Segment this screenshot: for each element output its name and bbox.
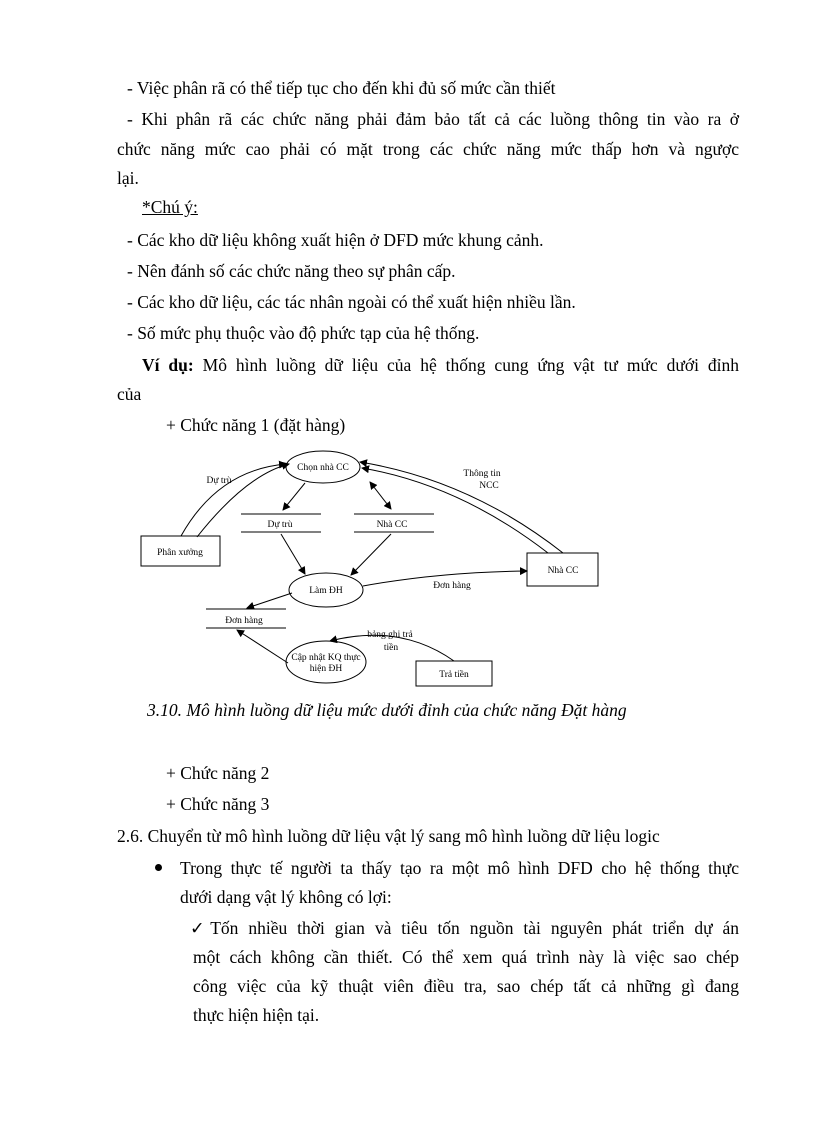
check-line: một cách không cần thiết. Có thể xem quá trình này là việc sao chép (193, 947, 739, 967)
store-du-tru-label: Dự trù (267, 520, 293, 530)
paragraph-line: - Việc phân rã có thể tiếp tục cho đến khi đủ số mức cần thiết (127, 78, 556, 98)
check-line: ✓Tốn nhiều thời gian và tiêu tốn nguồn tài nguyên phát triển dự án (190, 918, 739, 938)
example-text: Mô hình luồng dữ liệu của hệ thống cung ứng vật tư mức dưới đỉnh (193, 355, 739, 375)
store-nha-cc-label: Nhà CC (376, 520, 408, 530)
note-line: - Số mức phụ thuộc vào độ phức tạp của hệ thống. (127, 323, 480, 343)
note-line: - Các kho dữ liệu không xuất hiện ở DFD mức khung cảnh. (127, 230, 544, 250)
dfd-diagram (0, 440, 816, 690)
function-item: + Chức năng 2 (166, 763, 270, 783)
figure-caption: 3.10. Mô hình luồng dữ liệu mức dưới đỉnh của chức năng Đặt hàng (147, 700, 627, 720)
check-line: công việc của kỹ thuật viên điều tra, sao chép tất cả những gì đang (193, 976, 739, 996)
note-title: *Chú ý: (142, 197, 198, 217)
process-lam-dh-label: Làm ĐH (309, 586, 343, 596)
bullet-dot (155, 864, 162, 871)
note-line: - Nên đánh số các chức năng theo sự phân cấp. (127, 261, 456, 281)
entity-phan-xuong-label: Phân xưởng (157, 548, 203, 558)
paragraph-line: lại. (117, 168, 139, 188)
section-heading: 2.6. Chuyển từ mô hình luồng dữ liệu vật lý sang mô hình luồng dữ liệu logic (117, 826, 660, 846)
flow-thong-tin-label: Thông tin (463, 469, 501, 479)
check-line: thực hiện hiện tại. (193, 1005, 320, 1025)
example-line (142, 353, 739, 377)
bullet-line: dưới dạng vật lý không có lợi: (180, 887, 392, 907)
process-cap-nhat-label: Cập nhật KQ thực (291, 653, 361, 663)
flow-du-tru-label: Dự trù (206, 476, 232, 486)
store-don-hang-label: Đơn hàng (225, 616, 263, 626)
paragraph-line: chức năng mức cao phải có mặt trong các chức năng mức thấp hơn và ngược (117, 139, 739, 159)
entity-tra-tien-label: Trả tiền (439, 670, 469, 680)
example-label: Ví dụ: (142, 355, 194, 375)
bullet-line: Trong thực tế người ta thấy tạo ra một mô hình DFD cho hệ thống thực (180, 858, 739, 878)
entity-nha-cc-label: Nhà CC (547, 566, 579, 576)
paragraph-line: - Khi phân rã các chức năng phải đảm bảo tất cả các luồng thông tin vào ra ở (127, 109, 739, 129)
function-item: + Chức năng 1 (đặt hàng) (166, 415, 346, 435)
flow-bang-ghi-label: tiền (383, 643, 399, 653)
process-cap-nhat-label: hiện ĐH (309, 664, 343, 674)
flow-bang-ghi-label: bảng ghi trả (367, 630, 413, 640)
flow-thong-tin-label: NCC (479, 481, 499, 491)
paragraph-line: của (117, 384, 142, 404)
function-item: + Chức năng 3 (166, 794, 270, 814)
flow-don-hang-label: Đơn hàng (433, 581, 471, 591)
process-chon-ncc-label: Chọn nhà CC (297, 463, 349, 473)
note-line: - Các kho dữ liệu, các tác nhân ngoài có thể xuất hiện nhiều lần. (127, 292, 576, 312)
